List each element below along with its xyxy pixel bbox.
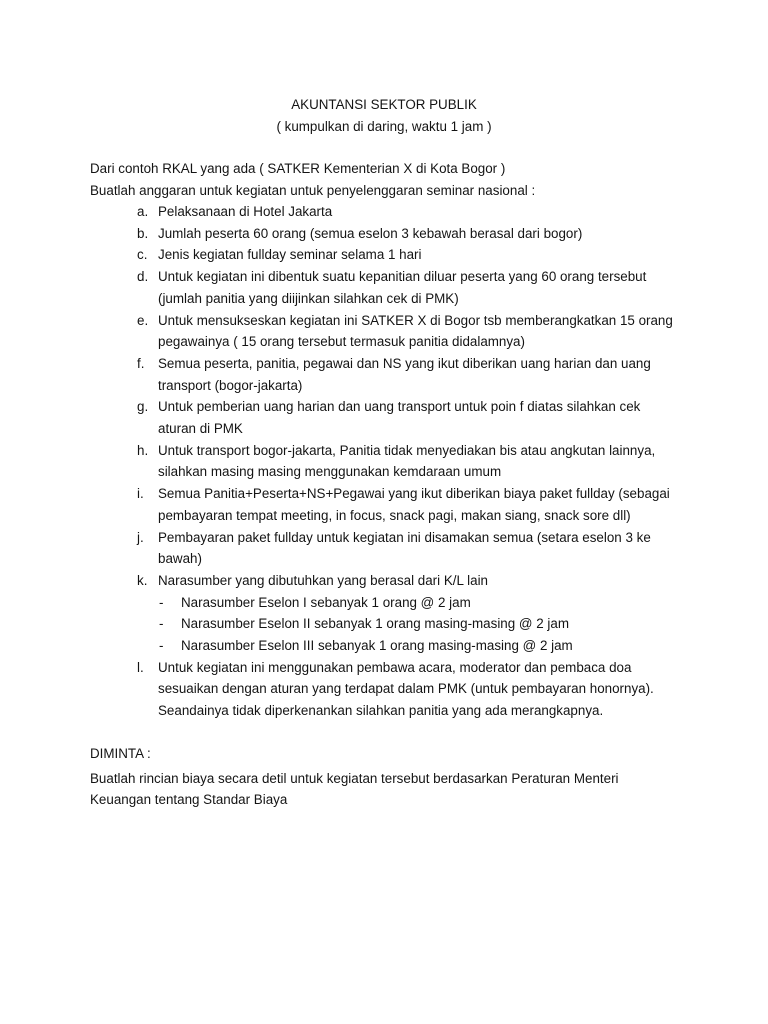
list-item-text: Seandainya tidak diperkenankan silahkan panitia yang ada merangkapnya. <box>158 703 604 719</box>
list-item-e <box>90 310 730 353</box>
list-marker: d. <box>137 269 149 285</box>
sub-list-dash: - <box>159 594 164 610</box>
list-item-text: Untuk transport bogor-jakarta, Panitia tidak menyediakan bis atau angkutan lainnya, <box>158 442 656 458</box>
list-item-b <box>90 223 730 245</box>
intro-line: Buatlah anggaran untuk kegiatan untuk penyelenggaran seminar nasional : <box>90 182 536 198</box>
requirements-list <box>90 201 730 722</box>
list-item-text: transport (bogor-jakarta) <box>158 377 303 393</box>
list-marker: c. <box>137 247 148 263</box>
sub-list-dash: - <box>159 638 164 654</box>
sub-list-item <box>90 635 730 657</box>
sub-list-text: Narasumber Eselon II sebanyak 1 orang masing-masing @ 2 jam <box>181 616 569 632</box>
list-item-text: Untuk pemberian uang harian dan uang transport untuk poin f diatas silahkan cek <box>158 399 641 415</box>
list-marker: f. <box>137 355 145 371</box>
list-item-text: Untuk kegiatan ini dibentuk suatu kepanitian diluar peserta yang 60 orang tersebut <box>158 269 647 285</box>
list-item-text: sesuaikan dengan aturan yang terdapat dalam PMK (untuk pembayaran honornya). <box>158 681 654 697</box>
list-item-text: Semua Panitia+Peserta+NS+Pegawai yang ikut diberikan biaya paket fullday (sebagai <box>158 486 670 502</box>
list-item-h <box>90 440 730 483</box>
document-title: AKUNTANSI SEKTOR PUBLIK <box>291 97 477 112</box>
list-marker: k. <box>137 572 148 588</box>
sub-list-text: Narasumber Eselon I sebanyak 1 orang @ 2 jam <box>181 594 471 610</box>
diminta-section <box>90 743 730 811</box>
list-item-text: Pelaksanaan di Hotel Jakarta <box>158 204 333 219</box>
list-marker: a. <box>137 204 149 219</box>
list-marker: g. <box>137 399 149 415</box>
list-item-g <box>90 396 730 439</box>
list-item-a <box>90 201 730 223</box>
list-item-f <box>90 353 730 396</box>
document-subtitle: ( kumpulkan di daring, waktu 1 jam ) <box>276 118 492 134</box>
sub-list-item <box>90 613 730 635</box>
list-marker: i. <box>137 486 144 502</box>
list-item-text: pembayaran tempat meeting, in focus, snack pagi, makan siang, snack sore dll) <box>158 507 631 523</box>
sub-list-dash: - <box>159 616 164 632</box>
intro-paragraph <box>90 158 730 201</box>
title-block <box>0 94 768 137</box>
list-marker: h. <box>137 442 149 458</box>
diminta-text: Keuangan tentang Standar Biaya <box>90 792 288 808</box>
list-marker: j. <box>137 529 144 545</box>
list-item-d <box>90 266 730 309</box>
list-item-text: pegawainya ( 15 orang tersebut termasuk panitia didalamnya) <box>158 334 525 350</box>
list-item-i <box>90 483 730 526</box>
list-marker: e. <box>137 312 149 328</box>
list-item-j <box>90 527 730 570</box>
list-item-text: bawah) <box>158 551 202 567</box>
list-marker: b. <box>137 225 149 241</box>
sub-list-item <box>90 592 730 614</box>
list-item-text: Jenis kegiatan fullday seminar selama 1 hari <box>158 247 422 263</box>
list-item-text: Untuk mensukseskan kegiatan ini SATKER X di Bogor tsb memberangkatkan 15 orang <box>158 312 673 328</box>
list-item-text: (jumlah panitia yang diijinkan silahkan cek di PMK) <box>158 290 459 306</box>
list-item-text: Jumlah peserta 60 orang (semua eselon 3 kebawah berasal dari bogor) <box>158 225 583 241</box>
list-item-k <box>90 570 730 592</box>
list-item-text: Untuk kegiatan ini menggunakan pembawa acara, moderator dan pembaca doa <box>158 659 632 675</box>
list-item-l <box>90 657 730 722</box>
list-item-text: Narasumber yang dibutuhkan yang berasal dari K/L lain <box>158 572 489 588</box>
list-item-text: Pembayaran paket fullday untuk kegiatan ini disamakan semua (setara eselon 3 ke <box>158 529 651 545</box>
list-item-text: Semua peserta, panitia, pegawai dan NS yang ikut diberikan uang harian dan uang <box>158 355 651 371</box>
list-item-text: aturan di PMK <box>158 421 243 437</box>
sub-list-text: Narasumber Eselon III sebanyak 1 orang masing-masing @ 2 jam <box>181 638 573 654</box>
diminta-text: Buatlah rincian biaya secara detil untuk kegiatan tersebut berdasarkan Peraturan Menteri <box>90 770 619 786</box>
diminta-heading: DIMINTA : <box>90 746 151 761</box>
list-marker: l. <box>137 659 144 675</box>
intro-line: Dari contoh RKAL yang ada ( SATKER Kementerian X di Kota Bogor ) <box>90 161 506 176</box>
list-item-text: silahkan masing masing menggunakan kemdaraan umum <box>158 464 502 480</box>
list-item-c <box>90 244 730 266</box>
